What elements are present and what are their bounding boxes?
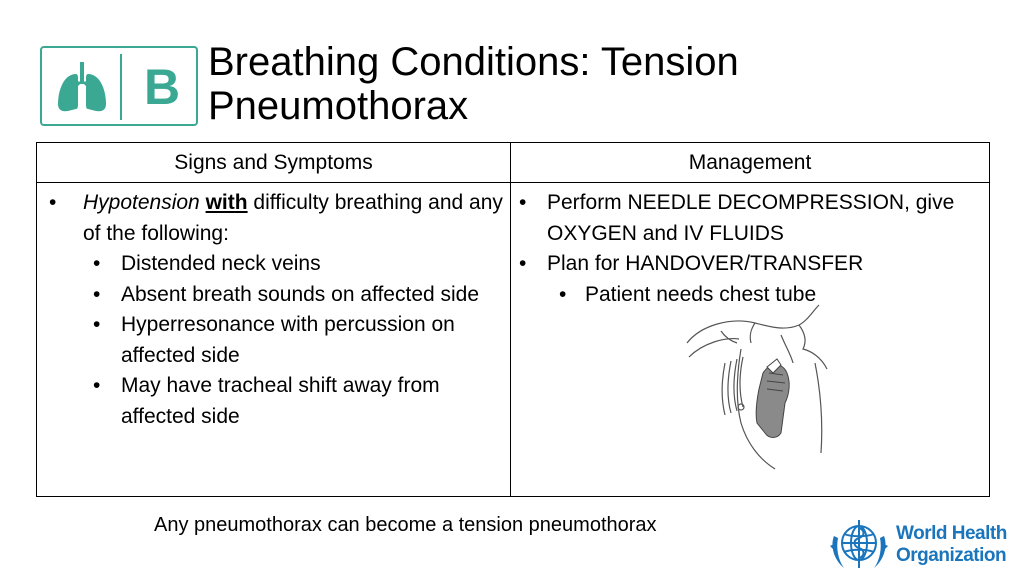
signs-list [37, 188, 510, 432]
page-title [208, 40, 908, 128]
header-management: Management [511, 143, 990, 183]
signs-cell [37, 183, 511, 497]
list-item: • May have tracheal shift away from affected side [83, 371, 510, 432]
list-item: • Distended neck veins [83, 249, 510, 280]
who-logo [828, 516, 1018, 574]
management-cell [511, 183, 990, 497]
management-list [511, 188, 989, 310]
signs-sublist [83, 249, 510, 432]
header-signs: Signs and Symptoms [37, 143, 511, 183]
table-row [37, 183, 990, 497]
list-item: • Perform NEEDLE DECOMPRESSION, give OXYGEN and IV FLUIDS [511, 188, 989, 249]
title-line-1: Breathing Conditions: Tension [208, 40, 739, 84]
signs-intro [37, 188, 510, 432]
title-line-2: Pneumothorax [208, 84, 469, 128]
who-name-line-2: Organization [896, 545, 1007, 566]
list-item: • Patient needs chest tube [547, 280, 989, 311]
lungs-icon [54, 60, 110, 114]
who-name [896, 523, 1007, 567]
conditions-table [36, 142, 990, 497]
list-item [511, 249, 989, 310]
footnote: Any pneumothorax can become a tension pneumothorax [154, 514, 657, 536]
signs-intro-italic: Hypotension [83, 191, 200, 214]
section-logo [40, 46, 198, 126]
logo-divider [120, 54, 122, 120]
list-item: • Hyperresonance with percussion on affected side [83, 310, 510, 371]
table-header-row [37, 143, 990, 183]
who-name-line-1: World Health [896, 523, 1007, 544]
logo-letter: B [143, 59, 181, 115]
signs-intro-rest: difficulty breathing and any of the following: [83, 191, 503, 245]
signs-intro-bold: with [205, 191, 248, 214]
who-emblem-icon [828, 516, 890, 574]
list-item: • Absent breath sounds on affected side [83, 280, 510, 311]
needle-decompression-illustration [681, 303, 841, 471]
management-item-label: Plan for HANDOVER/TRANSFER [547, 252, 864, 275]
